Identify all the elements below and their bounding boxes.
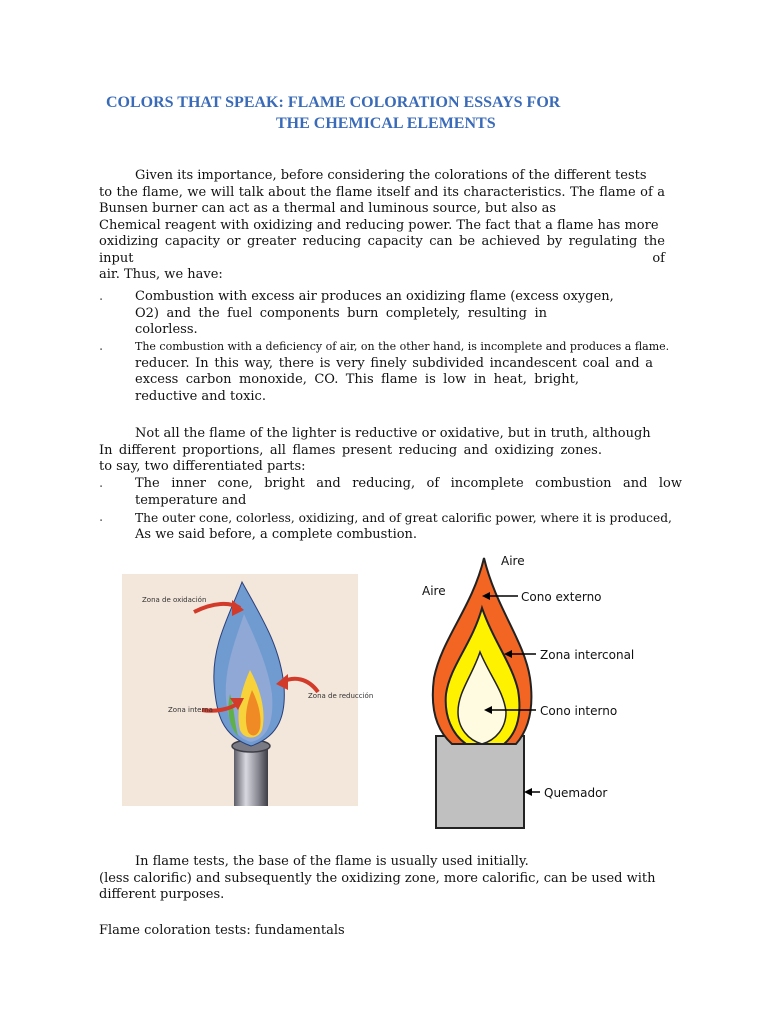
bunsen-flame-drawing <box>122 574 374 806</box>
label-reduction-text: Zona de reducción <box>308 692 374 700</box>
intro-line: to the flame, we will talk about the flame itself and its characteristics. The flame of a <box>99 184 665 200</box>
bullet-line: The combustion with a deficiency of air, on the other hand, is incomplete and produces a flame. <box>135 340 670 353</box>
page-title <box>100 92 620 134</box>
bullet-marker: . <box>99 476 104 491</box>
bullet-line: temperature and <box>135 492 247 508</box>
list-item <box>99 339 682 405</box>
para-line: Not all the flame of the lighter is reductive or oxidative, but in truth, although <box>135 426 651 441</box>
list-item <box>99 289 682 339</box>
section-heading <box>99 923 665 940</box>
bullet-line: The outer cone, colorless, oxidizing, and of great calorific power, where it is produced, <box>135 511 672 525</box>
label-cono-interno: Cono interno <box>540 704 618 718</box>
label-inner-text: Zona interna <box>168 706 213 714</box>
label-oxidation-text: Zona de oxidación <box>142 596 207 604</box>
bullet-marker: . <box>99 289 104 304</box>
label-reduction <box>308 692 373 700</box>
bullet-line: colorless. <box>135 322 198 337</box>
intro-line: Bunsen burner can act as a thermal and luminous source, but also as <box>99 201 557 216</box>
flame-tests-paragraph <box>99 854 665 904</box>
intro-line: air. Thus, we have: <box>99 267 223 282</box>
flame-zones-diagram <box>412 548 644 832</box>
bullet-line: O2) and the fuel components burn completely, resulting in <box>135 305 547 321</box>
intro-paragraph <box>99 168 665 284</box>
label-inner <box>168 706 213 714</box>
bullet-line: excess carbon monoxide, CO. This flame is low in heat, bright, <box>135 372 579 387</box>
bullet-line: Combustion with excess air produces an oxidizing flame (excess oxygen, <box>135 289 614 304</box>
bunsen-flame-illustration <box>122 574 374 806</box>
para-line: (less calorific) and subsequently the oxidizing zone, more calorific, can be used with <box>99 870 656 886</box>
zones-paragraph <box>99 426 665 476</box>
arrow-head <box>524 788 532 796</box>
bullet-line: As we said before, a complete combustion. <box>135 526 418 542</box>
section-heading-text: Flame coloration tests: fundamentals <box>99 923 345 938</box>
list-item <box>99 510 682 543</box>
para-line: In different proportions, all flames present reducing and oxidizing zones. <box>99 442 602 458</box>
label-aire-top: Aire <box>501 554 525 568</box>
label-quemador: Quemador <box>544 786 608 800</box>
intro-line: Chemical reagent with oxidizing and reducing power. The fact that a flame has more <box>99 217 659 233</box>
burner-body <box>436 736 524 828</box>
bullet-line: The inner cone, bright and reducing, of incomplete combustion and low <box>135 476 682 491</box>
label-cono-externo: Cono externo <box>521 590 602 604</box>
para-line: In flame tests, the base of the flame is usually used initially. <box>135 854 529 869</box>
bullet-line: reducer. In this way, there is very finely subdivided incandescent coal and a <box>135 355 653 371</box>
list-item <box>99 476 682 509</box>
intro-line: Given its importance, before considering the colorations of the different tests <box>135 168 647 183</box>
title-line-1: COLORS THAT SPEAK: FLAME COLORATION ESSAYS FOR <box>106 94 561 111</box>
intro-line: oxidizing capacity or greater reducing capacity can be achieved by regulating the input of <box>99 234 665 266</box>
bullet-marker: . <box>99 510 104 525</box>
bullet-marker: . <box>99 339 104 354</box>
bullet-line: reductive and toxic. <box>135 388 266 404</box>
para-line: different purposes. <box>99 887 225 902</box>
label-zona-interconal: Zona interconal <box>540 648 635 662</box>
para-line: to say, two differentiated parts: <box>99 459 306 474</box>
flame-zones-drawing <box>412 548 644 832</box>
burner-tube <box>234 746 268 806</box>
title-line-2: THE CHEMICAL ELEMENTS <box>276 115 496 132</box>
label-aire-left: Aire <box>422 584 446 598</box>
label-oxidation <box>142 596 206 604</box>
